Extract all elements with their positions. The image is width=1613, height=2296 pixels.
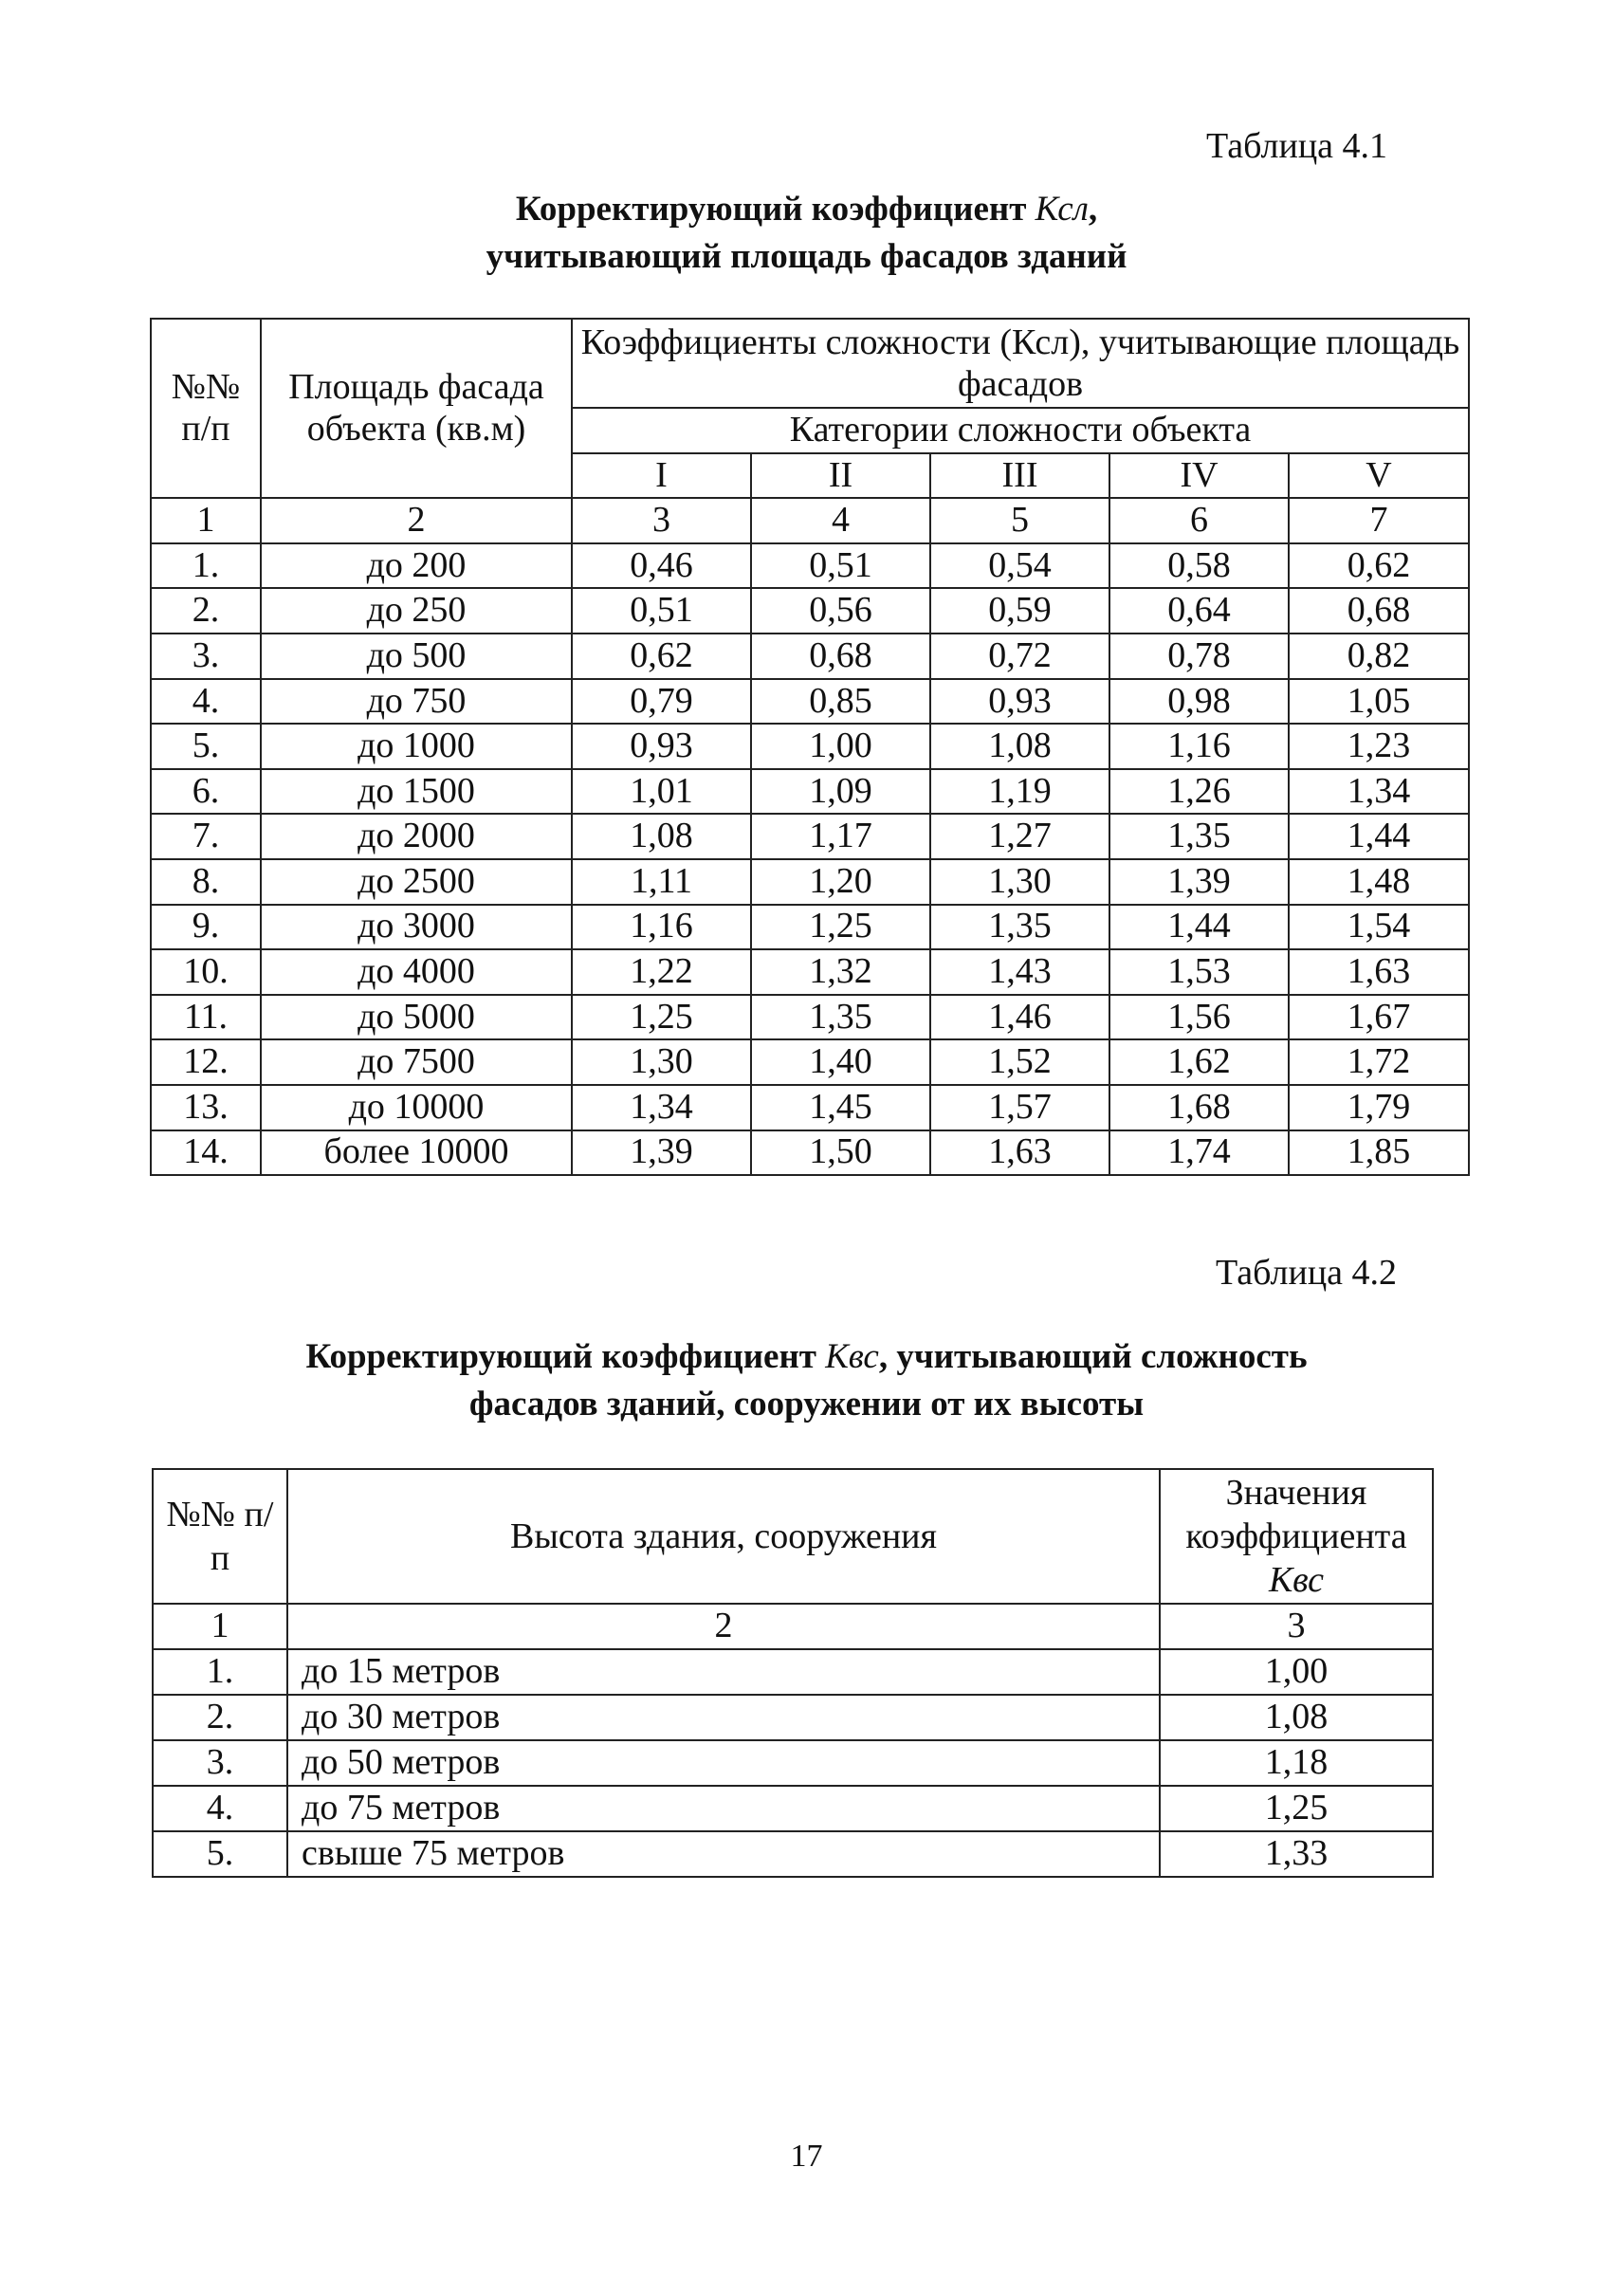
- coefficient-value: 1,35: [751, 995, 930, 1040]
- coefficient-value: 1,44: [1109, 905, 1289, 950]
- coefficient-value: 0,56: [751, 588, 930, 634]
- facade-area: до 3000: [261, 905, 572, 950]
- coefficient-value: 0,98: [1109, 679, 1289, 725]
- header-category-group: Категории сложности объекта: [572, 408, 1469, 453]
- building-height: свыше 75 метров: [287, 1831, 1160, 1877]
- column-number: 1: [153, 1604, 287, 1649]
- row-number: 5.: [153, 1831, 287, 1877]
- table-row: [151, 859, 1469, 905]
- header-value-label: Значения коэффициента: [1185, 1473, 1407, 1556]
- coefficient-value: 0,68: [751, 634, 930, 679]
- coefficient-value: 0,82: [1289, 634, 1469, 679]
- row-number: 8.: [151, 859, 261, 905]
- coefficient-value: 0,51: [572, 588, 751, 634]
- row-number: 14.: [151, 1130, 261, 1176]
- table-row: [151, 1039, 1469, 1085]
- coefficient-value: 0,79: [572, 679, 751, 725]
- table-title-4-1-line2: учитывающий площадь фасадов зданий: [486, 237, 1127, 276]
- coefficient-value: 1,25: [572, 995, 751, 1040]
- row-number: 2.: [153, 1695, 287, 1740]
- column-number: 5: [930, 498, 1109, 543]
- row-number: 7.: [151, 814, 261, 859]
- coefficient-value: 0,64: [1109, 588, 1289, 634]
- coefficient-value: 0,85: [751, 679, 930, 725]
- table-row: [151, 905, 1469, 950]
- coefficient-value: 1,56: [1109, 995, 1289, 1040]
- coefficient-value: 1,33: [1160, 1831, 1433, 1877]
- row-number: 12.: [151, 1039, 261, 1085]
- coefficient-value: 0,78: [1109, 634, 1289, 679]
- column-number: 2: [287, 1604, 1160, 1649]
- coefficient-value: 1,23: [1289, 724, 1469, 769]
- coefficient-value: 1,30: [930, 859, 1109, 905]
- coefficient-value: 1,01: [572, 769, 751, 815]
- column-number: 7: [1289, 498, 1469, 543]
- coefficient-value: 1,00: [751, 724, 930, 769]
- coefficient-value: 1,39: [572, 1130, 751, 1176]
- table-row: [151, 1130, 1469, 1176]
- coefficient-value: 1,52: [930, 1039, 1109, 1085]
- coefficient-value: 1,48: [1289, 859, 1469, 905]
- coefficient-value: 0,72: [930, 634, 1109, 679]
- coefficient-value: 0,46: [572, 543, 751, 589]
- coefficient-value: 1,35: [930, 905, 1109, 950]
- building-height: до 15 метров: [287, 1649, 1160, 1695]
- facade-area-coefficient-table: [150, 318, 1470, 1176]
- coefficient-value: 1,35: [1109, 814, 1289, 859]
- coefficient-value: 1,45: [751, 1085, 930, 1130]
- coefficient-value: 1,62: [1109, 1039, 1289, 1085]
- coefficient-value: 1,57: [930, 1085, 1109, 1130]
- row-number: 3.: [153, 1740, 287, 1786]
- table-row: [153, 1831, 1433, 1877]
- coefficient-value: 1,43: [930, 949, 1109, 995]
- header-coef-group: Коэффициенты сложности (Ксл), учитывающие площадь фасадов: [572, 319, 1469, 408]
- row-number: 3.: [151, 634, 261, 679]
- coefficient-value: 1,74: [1109, 1130, 1289, 1176]
- coefficient-value: 1,79: [1289, 1085, 1469, 1130]
- coefficient-value: 1,00: [1160, 1649, 1433, 1695]
- coefficient-value: 1,08: [930, 724, 1109, 769]
- facade-area: до 1000: [261, 724, 572, 769]
- coefficient-value: 1,09: [751, 769, 930, 815]
- coefficient-value: 1,44: [1289, 814, 1469, 859]
- row-number: 9.: [151, 905, 261, 950]
- facade-area: до 5000: [261, 995, 572, 1040]
- coefficient-value: 1,68: [1109, 1085, 1289, 1130]
- facade-area: до 2000: [261, 814, 572, 859]
- table-title-4-2-line2: фасадов зданий, сооружении от их высоты: [468, 1385, 1145, 1424]
- row-number: 4.: [153, 1786, 287, 1831]
- coefficient-value: 1,16: [1109, 724, 1289, 769]
- row-number: 6.: [151, 769, 261, 815]
- facade-area: до 4000: [261, 949, 572, 995]
- building-height-coefficient-table: [152, 1468, 1434, 1878]
- header-height: Высота здания, сооружения: [287, 1469, 1160, 1604]
- header-category-3: III: [930, 453, 1109, 499]
- building-height: до 50 метров: [287, 1740, 1160, 1786]
- coefficient-value: 1,16: [572, 905, 751, 950]
- coefficient-value: 1,34: [572, 1085, 751, 1130]
- table-row: [151, 724, 1469, 769]
- facade-area: до 250: [261, 588, 572, 634]
- row-number: 2.: [151, 588, 261, 634]
- header-category-2: II: [751, 453, 930, 499]
- coefficient-value: 1,54: [1289, 905, 1469, 950]
- table-row: [151, 679, 1469, 725]
- table-row: [151, 949, 1469, 995]
- coefficient-value: 1,50: [751, 1130, 930, 1176]
- table-row: [151, 1085, 1469, 1130]
- coefficient-value: 1,39: [1109, 859, 1289, 905]
- table-row: [151, 769, 1469, 815]
- coefficient-value: 0,93: [930, 679, 1109, 725]
- table-row: [151, 588, 1469, 634]
- column-number: 3: [572, 498, 751, 543]
- facade-area: до 7500: [261, 1039, 572, 1085]
- header-num: №№ п/п: [153, 1469, 287, 1604]
- row-number: 10.: [151, 949, 261, 995]
- table-row: [151, 814, 1469, 859]
- row-number: 4.: [151, 679, 261, 725]
- table-row: [153, 1740, 1433, 1786]
- coefficient-value: 1,08: [1160, 1695, 1433, 1740]
- table-label-4-1: Таблица 4.1: [1206, 126, 1388, 166]
- facade-area: до 500: [261, 634, 572, 679]
- facade-area: до 1500: [261, 769, 572, 815]
- building-height: до 30 метров: [287, 1695, 1160, 1740]
- coefficient-value: 0,93: [572, 724, 751, 769]
- coefficient-value: 1,26: [1109, 769, 1289, 815]
- column-number: 3: [1160, 1604, 1433, 1649]
- facade-area: до 10000: [261, 1085, 572, 1130]
- coefficient-value: 1,05: [1289, 679, 1469, 725]
- table-row: [153, 1649, 1433, 1695]
- row-number: 11.: [151, 995, 261, 1040]
- row-number: 5.: [151, 724, 261, 769]
- row-number: 13.: [151, 1085, 261, 1130]
- header-category-4: IV: [1109, 453, 1289, 499]
- table-row: [151, 995, 1469, 1040]
- header-area: Площадь фасада объекта (кв.м): [261, 319, 572, 498]
- coefficient-value: 0,58: [1109, 543, 1289, 589]
- column-number: 4: [751, 498, 930, 543]
- column-number: 1: [151, 498, 261, 543]
- header-value: [1160, 1469, 1433, 1604]
- facade-area: до 200: [261, 543, 572, 589]
- table-row: [151, 634, 1469, 679]
- coefficient-value: 0,54: [930, 543, 1109, 589]
- coefficient-value: 1,27: [930, 814, 1109, 859]
- table-title-4-2-line1: Корректирующий коэффициент Квс, учитывающий сложность: [305, 1337, 1308, 1376]
- header-category-5: V: [1289, 453, 1469, 499]
- coefficient-value: 1,34: [1289, 769, 1469, 815]
- coefficient-value: 1,19: [930, 769, 1109, 815]
- facade-area: более 10000: [261, 1130, 572, 1176]
- table-row: [151, 543, 1469, 589]
- column-number: 2: [261, 498, 572, 543]
- coefficient-value: 0,59: [930, 588, 1109, 634]
- coefficient-value: 1,46: [930, 995, 1109, 1040]
- coefficient-value: 1,72: [1289, 1039, 1469, 1085]
- coefficient-value: 1,08: [572, 814, 751, 859]
- column-number: 6: [1109, 498, 1289, 543]
- page-number: 17: [790, 2139, 823, 2174]
- coefficient-value: 1,30: [572, 1039, 751, 1085]
- table-label-4-2: Таблица 4.2: [1216, 1253, 1398, 1293]
- coefficient-value: 1,40: [751, 1039, 930, 1085]
- header-num: №№ п/п: [151, 319, 261, 498]
- coefficient-value: 1,63: [1289, 949, 1469, 995]
- building-height: до 75 метров: [287, 1786, 1160, 1831]
- coefficient-value: 1,17: [751, 814, 930, 859]
- row-number: 1.: [151, 543, 261, 589]
- coefficient-value: 1,18: [1160, 1740, 1433, 1786]
- table-row: [153, 1695, 1433, 1740]
- facade-area: до 2500: [261, 859, 572, 905]
- coefficient-value: 1,32: [751, 949, 930, 995]
- header-value-symbol: Квс: [1268, 1560, 1325, 1600]
- coefficient-value: 1,25: [751, 905, 930, 950]
- coefficient-value: 1,63: [930, 1130, 1109, 1176]
- table-title-4-1: [0, 186, 1613, 281]
- coefficient-value: 1,11: [572, 859, 751, 905]
- coefficient-value: 0,68: [1289, 588, 1469, 634]
- table-row: [153, 1786, 1433, 1831]
- row-number: 1.: [153, 1649, 287, 1695]
- coefficient-value: 1,53: [1109, 949, 1289, 995]
- table-title-4-1-line1: Корректирующий коэффициент Ксл,: [515, 190, 1098, 229]
- coefficient-value: 1,85: [1289, 1130, 1469, 1176]
- coefficient-value: 1,25: [1160, 1786, 1433, 1831]
- coefficient-value: 0,62: [572, 634, 751, 679]
- facade-area: до 750: [261, 679, 572, 725]
- coefficient-value: 1,20: [751, 859, 930, 905]
- table-title-4-2: [0, 1333, 1613, 1428]
- coefficient-value: 1,67: [1289, 995, 1469, 1040]
- header-category-1: I: [572, 453, 751, 499]
- coefficient-value: 1,22: [572, 949, 751, 995]
- coefficient-value: 0,62: [1289, 543, 1469, 589]
- coefficient-value: 0,51: [751, 543, 930, 589]
